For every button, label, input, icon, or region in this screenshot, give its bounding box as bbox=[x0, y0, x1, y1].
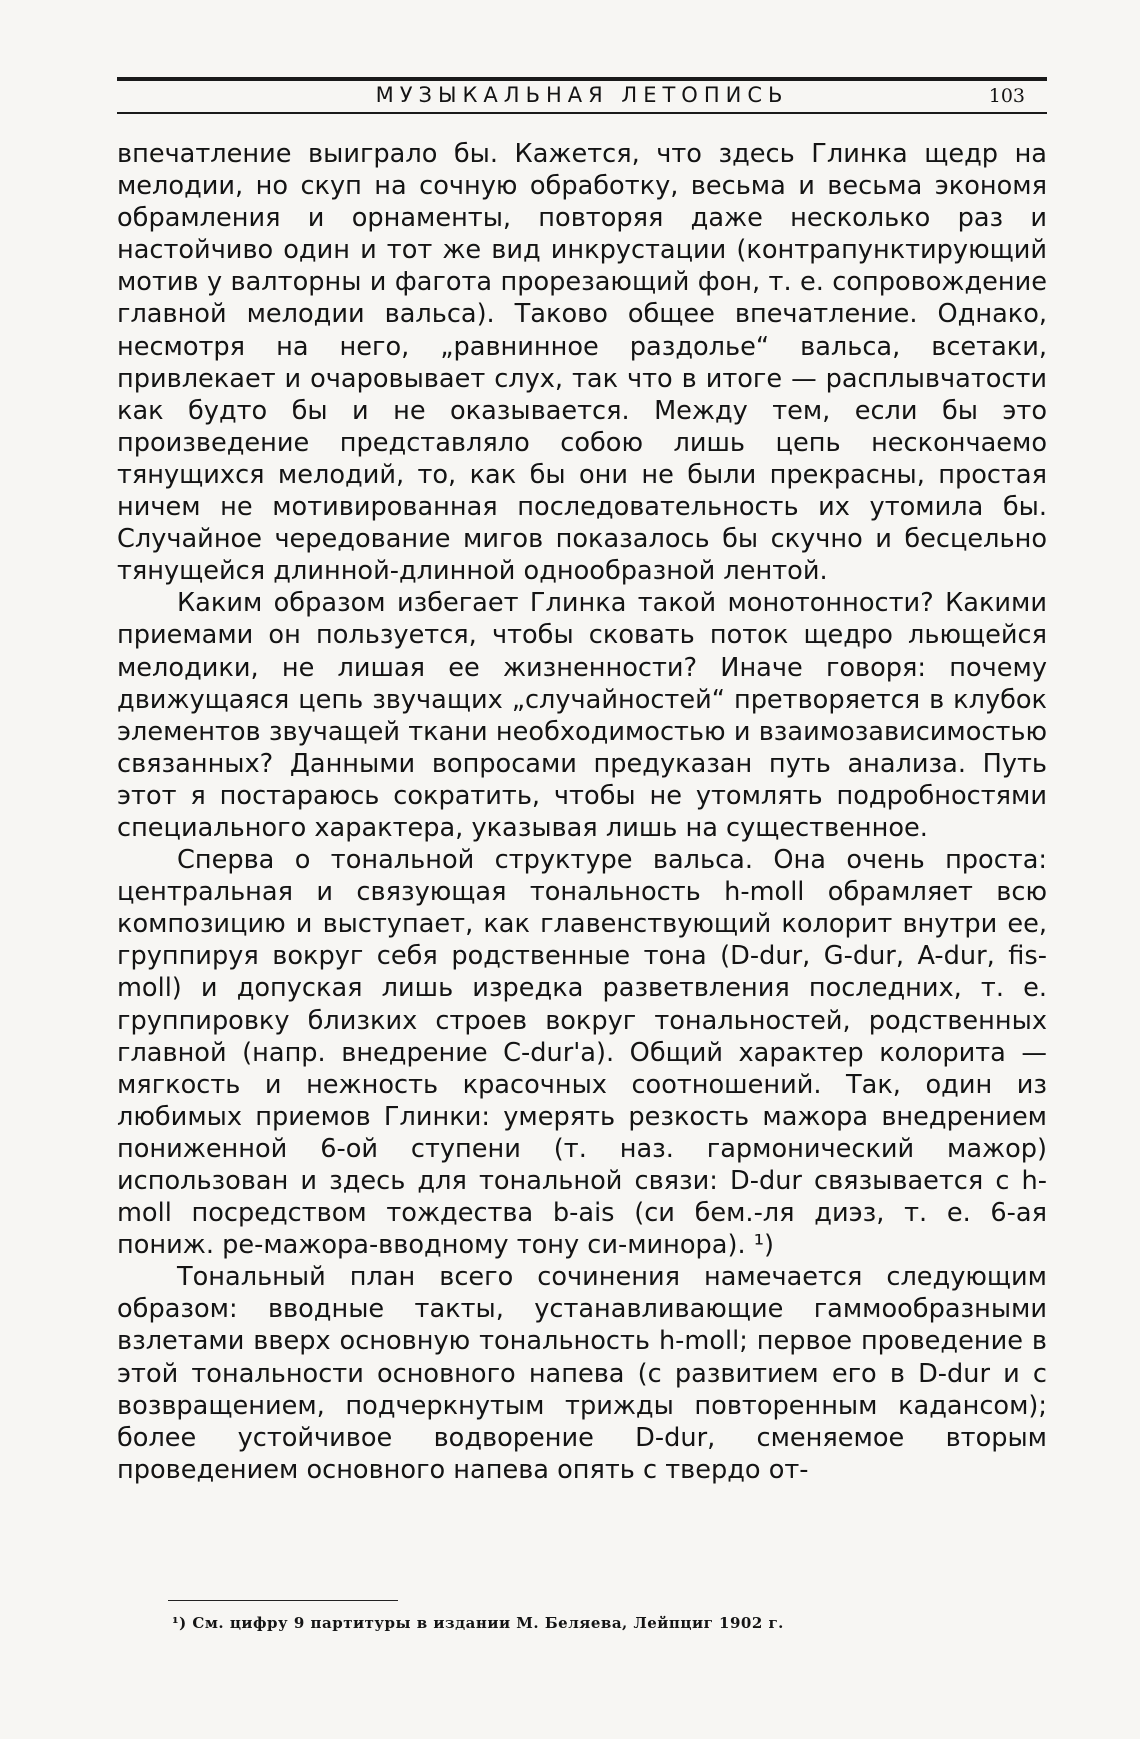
header-rule-bottom bbox=[117, 112, 1047, 114]
running-head: МУЗЫКАЛЬНАЯ ЛЕТОПИСЬ bbox=[375, 83, 789, 107]
footnote-rule bbox=[168, 1600, 398, 1601]
body-text bbox=[117, 138, 1047, 1486]
paragraph-3: Сперва о тональной структуре вальса. Она очень проста: центральная и связующая тональность h-moll обрамляет всю композицию и выступает, как главенствующий колорит внутри ее, группируя вокруг себя родственные тона (D-dur, G-dur, A-dur, fis-moll) и допуская лишь изредка разветвления последних, т. е. группировку близких строев вокруг тональностей, родственных главной (напр. внедрение C-dur'а). Общий характер колорита — мягкость и нежность красочных соотношений. Так, один из любимых приемов Глинки: умерять резкость мажора внедрением пониженной 6-ой ступени (т. наз. гармонический мажор) использован и здесь для тональной связи: D-dur связывается с h-moll посредством тождества b-ais (си бем.-ля диэз, т. е. 6-ая пониж. ре-мажора-вводному тону си-минора). ¹) bbox=[117, 845, 1047, 1261]
footnote-text: См. цифру 9 партитуры в издании М. Беляева, Лейпциг 1902 г. bbox=[192, 1614, 784, 1632]
paragraph-2: Каким образом избегает Глинка такой монотонности? Какими приемами он пользуется, чтобы сковать поток щедро льющейся мелодики, не лишая ее жизненности? Иначе говоря: почему движущаяся цепь звучащих „случайностей“ претворяется в клубок элементов звучащей ткани необходимостью и взаимозависимостью связанных? Данными вопросами предуказан путь анализа. Путь этот я постараюсь сократить, чтобы не утомлять подробностями специального характера, указывая лишь на существенное. bbox=[117, 588, 1047, 843]
paragraph-4: Тональный план всего сочинения намечается следующим образом: вводные такты, устанавливающие гаммообразными взлетами вверх основную тональность h-moll; первое проведение в этой тональности основного напева (с развитием его в D-dur и с возвращением, подчеркнутым трижды повторенным кадансом); более устойчивое водворение D-dur, сменяемое вторым проведением основного напева опять с твердо от- bbox=[117, 1262, 1047, 1485]
footnote bbox=[172, 1614, 872, 1632]
header-rule-top bbox=[117, 77, 1047, 81]
footnote-marker: ¹) bbox=[172, 1614, 187, 1632]
paragraph-1: впечатление выиграло бы. Кажется, что здесь Глинка щедр на мелодии, но скуп на сочную обработку, весьма и весьма экономя обрамления и орнаменты, повторяя даже несколько раз и настойчиво один и тот же вид инкрустации (контрапунктирующий мотив у валторны и фагота прорезающий фон, т. е. сопровождение главной мелодии вальса). Таково общее впечатление. Однако, несмотря на него, „равнинное раздолье“ вальса, всетаки, привлекает и очаровывает слух, так что в итоге — расплывчатости как будто бы и не оказывается. Между тем, если бы это произведение представляло собою лишь цепь нескончаемо тянущихся мелодий, то, как бы они не были прекрасны, простая ничем не мотивированная последовательность их утомила бы. Случайное чередование мигов показалось бы скучно и бесцельно тянущейся длинной-длинной однообразной лентой. bbox=[117, 139, 1047, 587]
page-number: 103 bbox=[988, 85, 1025, 107]
page-header bbox=[117, 83, 1047, 111]
